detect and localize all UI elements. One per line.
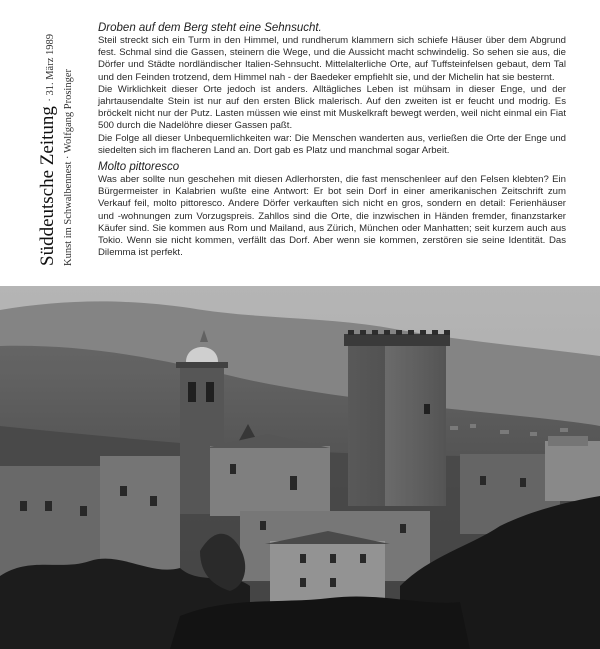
masthead-line: [38, 30, 58, 266]
publication-date: · 31. März 1989: [45, 34, 56, 102]
village-photo: [0, 286, 600, 649]
masthead-sidebar: [38, 30, 80, 266]
newspaper-name: Süddeutsche Zeitung: [37, 106, 58, 266]
article-credit: Kunst im Schwalbennest · Wolfgang Prosinger: [63, 69, 74, 266]
paragraph-1: Steil streckt sich ein Turm in den Himmel, und rundherum klammern sich schiefe Häuser über dem Abgrund fest. Schmal sind die Gassen, steinern die Wege, und die Aussicht macht schwindelig. So sehen sie aus, die Dörfer und Städte nordländischer Italien-Sehnsucht. Mittelalterliche Orte, auf Tuffsteinfelsen gebaut, dem Tal und den Feinden trotzend, dem Himmel nah - der Baedeker empfiehlt sie, und der Michelin hat sie besternt.: [98, 35, 566, 83]
section-heading: Molto pittoresco: [98, 161, 180, 174]
masthead-vertical: [38, 30, 80, 266]
paragraph-2: Die Wirklichkeit dieser Orte jedoch ist anders. Alltägliches Leben ist mühsam in dieser Enge, und der jahrtausendalte Stein ist nur auf den ersten Blick malerisch. Auf den zweiten ist er feucht und modrig. Es bröckelt nicht nur der Putz. Lasten müssen wie einst mit Muskelkraft bewegt werden, weil nicht einmal ein Fiat 500 durch die Nadelöhre dieser Gassen paßt.: [98, 83, 566, 132]
article-body: [98, 21, 566, 259]
paragraph-3: Die Folge all dieser Unbequemlichkeiten war: Die Menschen wanderten aus, verließen die Orte der Enge und siedelten sich im flacheren Land an. Dort gab es Platz und manchmal sogar Arbeit.: [98, 132, 566, 156]
paragraph-4: Was aber sollte nun geschehen mit diesen Adlerhorsten, die fast menschenleer auf den Felsen klebten? Ein Bürgermeister in Kalabrien wußte eine Antwort: Er bot sein Dorf in einer amerikanischen Zeitschrift zum Verkauf feil, molto pittoresco. Andere Dörfer verkauften sich nicht en gros, sondern en detail: Ferienhäuser und -wohnungen zum Vorzugspreis. Zahllos sind die Orte, die inzwischen in Händen fremder, finanzstarker Käufer sind. Sie kommen aus Rom und Mailand, aus Zürich, München oder Manhatten; seit kurzem auch aus Tokio. Wenn sie nicht kommen, verfällt das Dorf. Aber wenn sie kommen, zerstören sie seine Identität. Das Dilemma ist perfekt.: [98, 174, 566, 259]
article-heading: Droben auf dem Berg steht eine Sehnsucht.: [98, 22, 322, 34]
